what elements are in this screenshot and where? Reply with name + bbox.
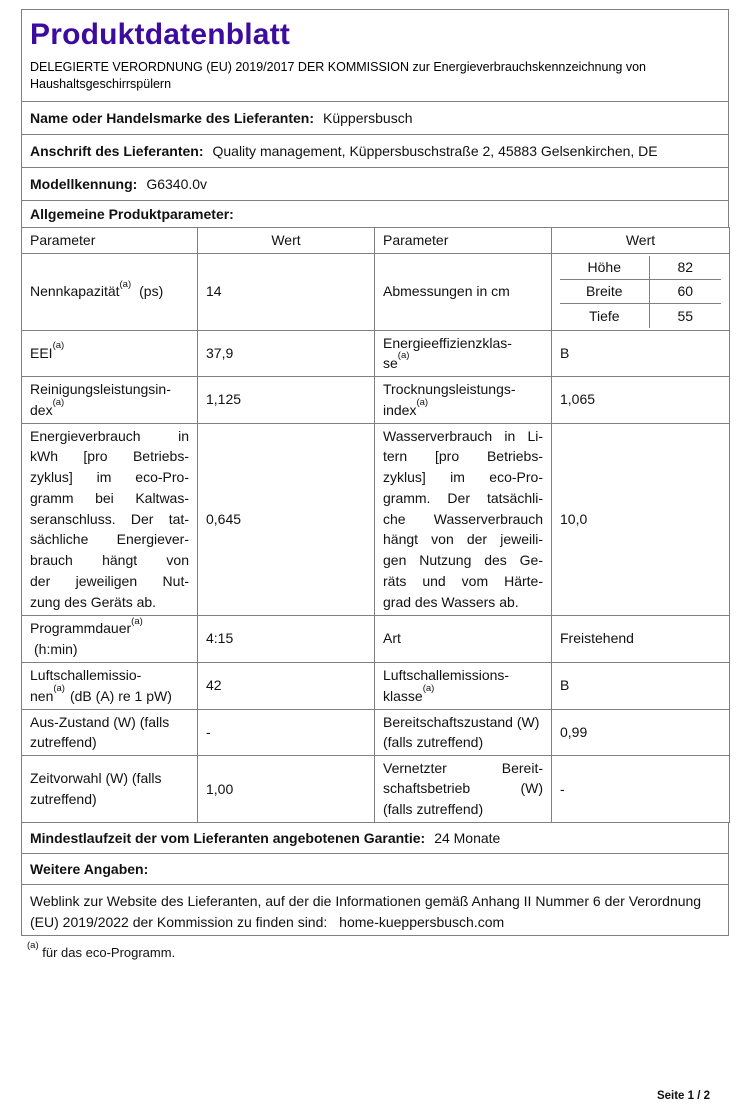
eco-footnote	[27, 939, 729, 961]
supplier-address-value: Quality management, Küppersbuschstraße 2, 45883 Gelsenkirchen, DE	[212, 143, 658, 159]
warranty-label: Mindestlaufzeit der vom Lieferanten angebotenen Garantie:	[30, 830, 426, 847]
page-number: Seite 1 / 2	[656, 1090, 710, 1102]
row-offmode-standby	[22, 709, 730, 755]
more-info-heading-row	[21, 853, 729, 885]
noise-class-label-cell: Luftschallemissions- klasse$^{(a)}$	[375, 662, 552, 709]
duration-label-cell: Programmdauer$^{(a)}$ (h:min)	[22, 615, 198, 662]
regulation-subtitle: DELEGIERTE VERORDNUNG (EU) 2019/2017 DER KOMMISSION zur Energieverbrauchskennzeichnung von Haushaltsgeschirrspülern	[30, 60, 646, 91]
drying-index-label-cell: Trocknungsleistungs- index$^{(a)}$	[375, 376, 552, 423]
supplier-address-row	[21, 134, 729, 168]
page-title: Produktdatenblatt	[30, 18, 291, 51]
delay-start-label-cell: Zeitvorwahl (W) (falls zutreffend)	[22, 755, 198, 822]
energy-class-label-cell: Energieeffizienzklas- $se^{(a)}$	[375, 330, 552, 376]
dimension-row-depth: Tiefe 55	[560, 304, 721, 328]
col-header-parameter-2: Parameter	[375, 228, 552, 254]
eei-value-cell: 37,9	[198, 330, 375, 376]
type-label-cell: Art	[375, 615, 552, 662]
col-header-wert-2: Wert	[552, 228, 730, 254]
water-consumption-value-cell: 10,0	[552, 423, 730, 615]
footnote-marker: (a)	[27, 939, 39, 951]
title-block	[21, 9, 729, 102]
dimension-row-height: Höhe 82	[560, 256, 721, 280]
drying-index-value-cell: 1,065	[552, 376, 730, 423]
supplier-name-label: Name oder Handelsmarke des Lieferanten:	[30, 110, 314, 126]
supplier-address-label: Anschrift des Lieferanten:	[30, 143, 204, 159]
cleaning-index-label-cell: Reinigungsleistungsin- dex$^{(a)}$	[22, 376, 198, 423]
water-consumption-label-cell: Wasserverbrauch in Li- tern [pro Betriebs- zyklus] im eco-Pro- gramm. Der tatsächli- che Wasserverbrauch hängt von der jeweili- gen Nutzung des Ge- räts und vom Härte- grad des Wassers ab.	[375, 423, 552, 615]
general-parameters-heading: Allgemeine Produktparameter:	[21, 200, 729, 228]
parameters-table	[21, 227, 730, 823]
duration-value-cell: 4:15	[198, 615, 375, 662]
offmode-label-cell: Aus-Zustand (W) (falls zutreffend)	[22, 709, 198, 755]
noise-value-cell: 42	[198, 662, 375, 709]
cleaning-index-value-cell: 1,125	[198, 376, 375, 423]
capacity-label-cell: Nennkapazität$^{(a)}$ (ps)	[22, 253, 198, 330]
dimensions-value-cell	[552, 253, 730, 330]
model-id-label: Modellkennung:	[30, 176, 138, 192]
col-header-parameter-1: Parameter	[22, 228, 198, 254]
energy-consumption-value-cell: 0,645	[198, 423, 375, 615]
noise-label-cell: Luftschallemissio- nen$^{(a)}$ (dB (A) re 1 pW)	[22, 662, 198, 709]
table-header-row	[22, 228, 730, 254]
warranty-row	[21, 822, 729, 854]
row-delaystart-networked	[22, 755, 730, 822]
standby-label-cell: Bereitschaftszustand (W) (falls zutreffend)	[375, 709, 552, 755]
supplier-name-value: Küppersbusch	[323, 110, 413, 126]
offmode-value-cell: -	[198, 709, 375, 755]
energy-class-value-cell: B	[552, 330, 730, 376]
type-value-cell: Freistehend	[552, 615, 730, 662]
product-datasheet	[21, 10, 729, 960]
footnote-text: für das eco-Programm.	[42, 945, 176, 961]
row-duration-type	[22, 615, 730, 662]
noise-class-value-cell: B	[552, 662, 730, 709]
row-noise	[22, 662, 730, 709]
row-eei-energyclass	[22, 330, 730, 376]
supplier-name-row	[21, 101, 729, 135]
standby-value-cell: 0,99	[552, 709, 730, 755]
dimensions-subtable	[560, 256, 721, 328]
networked-standby-value-cell: -	[552, 755, 730, 822]
model-id-value: G6340.0v	[146, 176, 208, 192]
eei-label-cell: EEI$^{(a)}$	[22, 330, 198, 376]
weblink-url: home-kueppersbusch.com	[339, 913, 505, 930]
energy-consumption-label-cell: Energieverbrauch in kWh [pro Betriebs- zyklus] im eco-Pro- gramm bei Kaltwas- seranschluss. Der tat- sächliche Energiever- brauch hängt von der jeweiligen Nut- zung des Geräts ab.	[22, 423, 198, 615]
networked-standby-label-cell: Vernetzter Bereit- schaftsbetrieb (W) (falls zutreffend)	[375, 755, 552, 822]
capacity-value-cell: 14	[198, 253, 375, 330]
weblink-row	[21, 884, 729, 936]
more-info-label: Weitere Angaben:	[30, 861, 149, 878]
row-energy-water-consumption	[22, 423, 730, 615]
row-cleaning-drying-index	[22, 376, 730, 423]
model-id-row	[21, 167, 729, 201]
delay-start-value-cell: 1,00	[198, 755, 375, 822]
dimensions-label-cell: Abmessungen in cm	[375, 253, 552, 330]
dimension-row-width: Breite 60	[560, 280, 721, 304]
warranty-value: 24 Monate	[434, 830, 501, 847]
weblink-text: Weblink zur Website des Lieferanten, auf der die Informationen gemäß Anhang II Nummer 6 der Verordnung (EU) 2019/2022 der Kommission zu finden sind:	[30, 893, 702, 930]
col-header-wert-1: Wert	[198, 228, 375, 254]
